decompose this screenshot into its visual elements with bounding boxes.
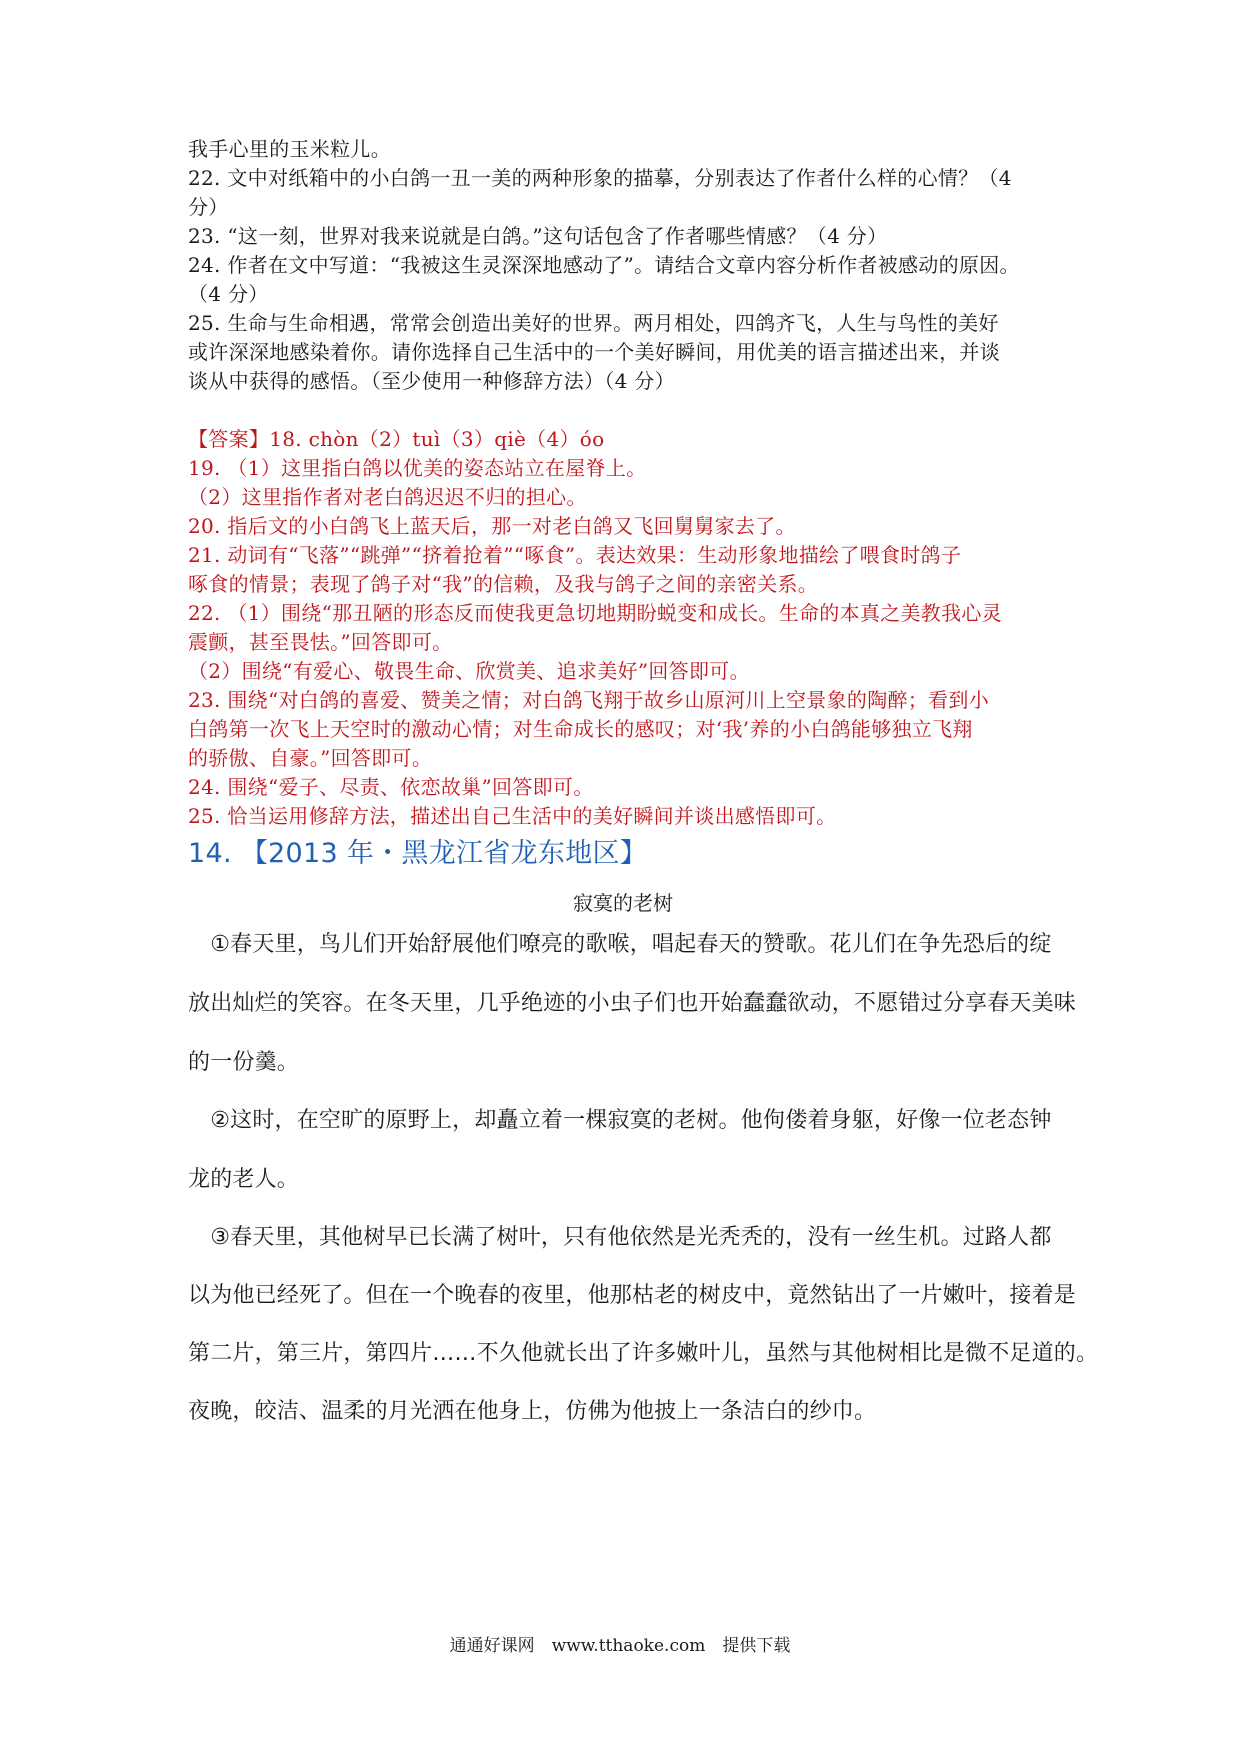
answer-line: 的骄傲、自豪。”回答即可。 <box>188 746 433 770</box>
answer-18: 【答案】18. chòn（2）tuì（3）qiè（4）óo <box>188 427 605 451</box>
answer-22-2: （2）围绕“有爱心、敬畏生命、欣赏美、追求美好”回答即可。 <box>188 659 750 683</box>
article-line: 以为他已经死了。但在一个晚春的夜里，他那枯老的树皮中，竟然钻出了一片嫩叶，接着是 <box>188 1283 1077 1308</box>
answer-line: 震颤，甚至畏怯。”回答即可。 <box>188 630 453 654</box>
answer-22-1: 22. （1）围绕“那丑陋的形态反而使我更急切地期盼蜕变和成长。生命的本真之美教我心灵 <box>188 601 1003 625</box>
article-line: 的一份羹。 <box>188 1050 300 1075</box>
question-line: 或许深深地感染着你。请你选择自己生活中的一个美好瞬间，用优美的语言描述出来，并谈 <box>188 340 1000 364</box>
answer-25: 25. 恰当运用修辞方法，描述出自己生活中的美好瞬间并谈出感悟即可。 <box>188 804 837 828</box>
article-line: ③春天里，其他树早已长满了树叶，只有他依然是光秃秃的，没有一丝生机。过路人都 <box>188 1225 1052 1250</box>
article-line: 第二片，第三片，第四片……不久他就长出了许多嫩叶儿，虽然与其他树相比是微不足道的。 <box>188 1341 1099 1366</box>
question-line: 我手心里的玉米粒儿。 <box>188 137 391 161</box>
question-23: 23. “这一刻，世界对我来说就是白鸽。”这句话包含了作者哪些情感？（4 分） <box>188 224 888 248</box>
answer-24: 24. 围绕“爱子、尽责、依恋故巢”回答即可。 <box>188 775 594 799</box>
answer-line: 白鸽第一次飞上天空时的激动心情；对生命成长的感叹；对‘我’养的小白鸽能够独立飞翔 <box>188 717 973 741</box>
page-footer: 通通好课网 www.tthaoke.com 提供下载 <box>449 1636 791 1656</box>
article-line: 放出灿烂的笑容。在冬天里，几乎绝迹的小虫子们也开始蠢蠢欲动，不愿错过分享春天美味 <box>188 991 1077 1016</box>
answer-line: 啄食的情景；表现了鸽子对“我”的信赖，及我与鸽子之间的亲密关系。 <box>188 572 819 596</box>
answer-20: 20. 指后文的小白鸽飞上蓝天后，那一对老白鸽又飞回舅舅家去了。 <box>188 514 796 538</box>
section-heading: 14. 【2013 年・黑龙江省龙东地区】 <box>188 838 648 869</box>
question-24: 24. 作者在文中写道：“我被这生灵深深地感动了”。请结合文章内容分析作者被感动的原因。 <box>188 253 1020 277</box>
answer-23: 23. 围绕“对白鸽的喜爱、赞美之情；对白鸽飞翔于故乡山原河川上空景象的陶醉；看到小 <box>188 688 989 712</box>
question-line: （4 分） <box>188 282 269 306</box>
question-line: 分） <box>188 195 229 219</box>
answer-19-1: 19. （1）这里指白鸽以优美的姿态站立在屋脊上。 <box>188 456 647 480</box>
article-title: 寂寞的老树 <box>573 891 673 915</box>
article-line: 夜晚，皎洁、温柔的月光洒在他身上，仿佛为他披上一条洁白的纱巾。 <box>188 1399 877 1424</box>
article-line: ②这时，在空旷的原野上，却矗立着一棵寂寞的老树。他佝偻着身躯，好像一位老态钟 <box>188 1108 1052 1133</box>
question-22: 22. 文中对纸箱中的小白鸽一丑一美的两种形象的描摹，分别表达了作者什么样的心情？（4 <box>188 166 1012 190</box>
article-line: 龙的老人。 <box>188 1167 300 1192</box>
question-25: 25. 生命与生命相遇，常常会创造出美好的世界。两月相处，四鸽齐飞，人生与鸟性的美好 <box>188 311 999 335</box>
article-line: ①春天里，鸟儿们开始舒展他们嘹亮的歌喉，唱起春天的赞歌。花儿们在争先恐后的绽 <box>188 932 1052 957</box>
answer-21: 21. 动词有“飞落”“跳弹”“挤着抢着”“啄食”。表达效果：生动形象地描绘了喂食时鸽子 <box>188 543 962 567</box>
question-line: 谈从中获得的感悟。（至少使用一种修辞方法）（4 分） <box>188 369 675 393</box>
answer-19-2: （2）这里指作者对老白鸽迟迟不归的担心。 <box>188 485 587 509</box>
